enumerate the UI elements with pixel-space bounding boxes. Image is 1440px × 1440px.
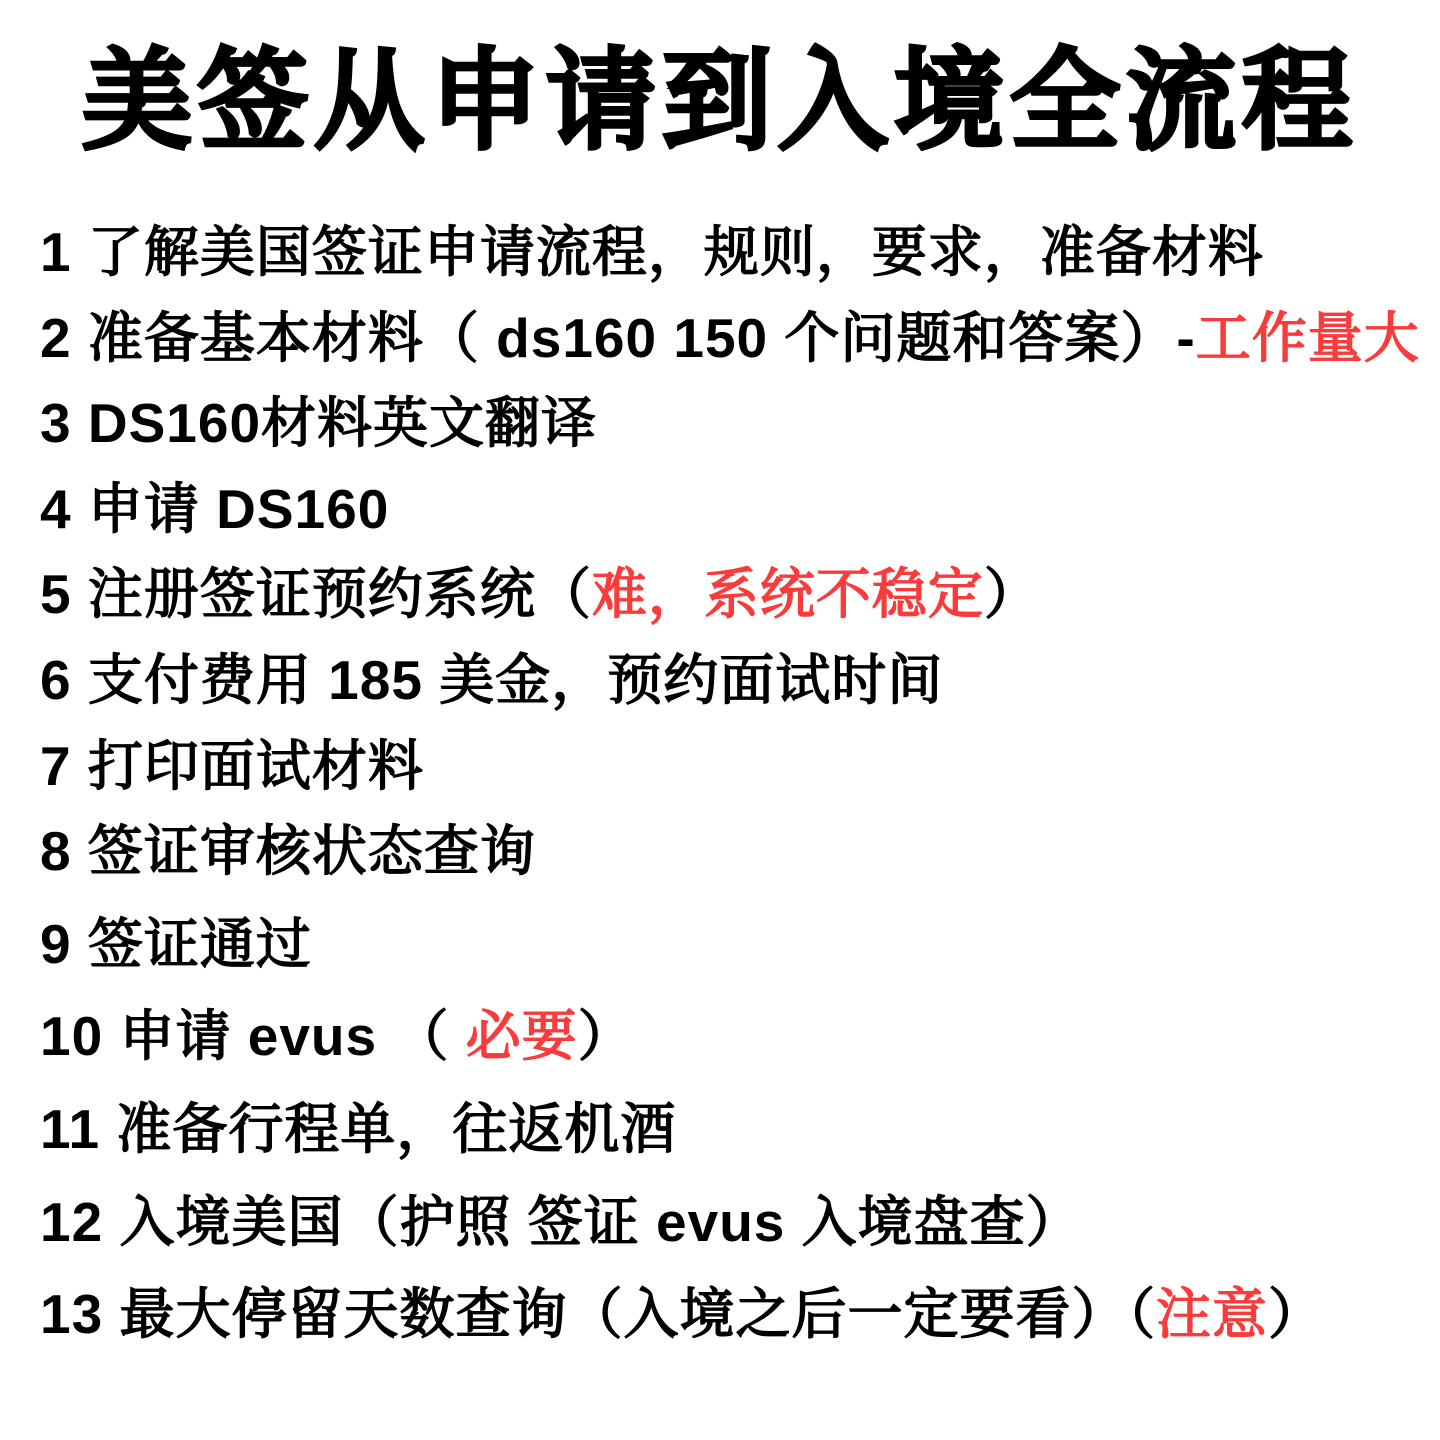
step-item-1 — [40, 222, 1420, 284]
step-text: ） — [1267, 1283, 1324, 1346]
step-text: 10 申请 evus （ — [40, 1005, 466, 1068]
step-item-8 — [40, 821, 1420, 883]
highlight-text: 难，系统不稳定 — [591, 563, 984, 626]
highlight-text: 工作量大 — [1195, 306, 1420, 369]
step-item-2 — [40, 308, 1420, 370]
step-item-12 — [40, 1192, 1420, 1254]
step-text: 8 签证审核状态查询 — [40, 820, 536, 883]
step-text: 2 准备基本材料（ ds160 150 个问题和答案）- — [40, 306, 1196, 369]
page-title: 美签从申请到入境全流程 — [82, 40, 1358, 163]
step-item-9 — [40, 914, 1420, 976]
step-text: 12 入境美国（护照 签证 evus 入境盘查） — [40, 1190, 1082, 1253]
steps-list — [0, 222, 1440, 1346]
step-text: 5 注册签证预约系统（ — [40, 563, 592, 626]
step-item-5 — [40, 564, 1420, 626]
step-text: 9 签证通过 — [40, 912, 312, 975]
step-text: ） — [577, 1005, 634, 1068]
step-text: ） — [983, 563, 1040, 626]
highlight-text: 注意 — [1155, 1283, 1268, 1346]
step-text: 11 准备行程单，往返机酒 — [40, 1097, 677, 1160]
step-text: 13 最大停留天数查询（入境之后一定要看）（ — [40, 1283, 1156, 1346]
step-text: 3 DS160材料英文翻译 — [40, 392, 598, 455]
step-item-3 — [40, 393, 1420, 455]
step-item-10 — [40, 1006, 1420, 1068]
highlight-text: 必要 — [465, 1005, 578, 1068]
step-text: 6 支付费用 185 美金，预约面试时间 — [40, 648, 944, 711]
step-text: 1 了解美国签证申请流程，规则，要求，准备材料 — [40, 221, 1264, 283]
step-item-11 — [40, 1099, 1420, 1161]
step-item-7 — [40, 736, 1420, 798]
step-text: 7 打印面试材料 — [40, 734, 424, 797]
step-item-4 — [40, 479, 1420, 541]
step-text: 4 申请 DS160 — [40, 477, 390, 540]
step-item-6 — [40, 650, 1420, 712]
step-item-13 — [40, 1284, 1420, 1346]
